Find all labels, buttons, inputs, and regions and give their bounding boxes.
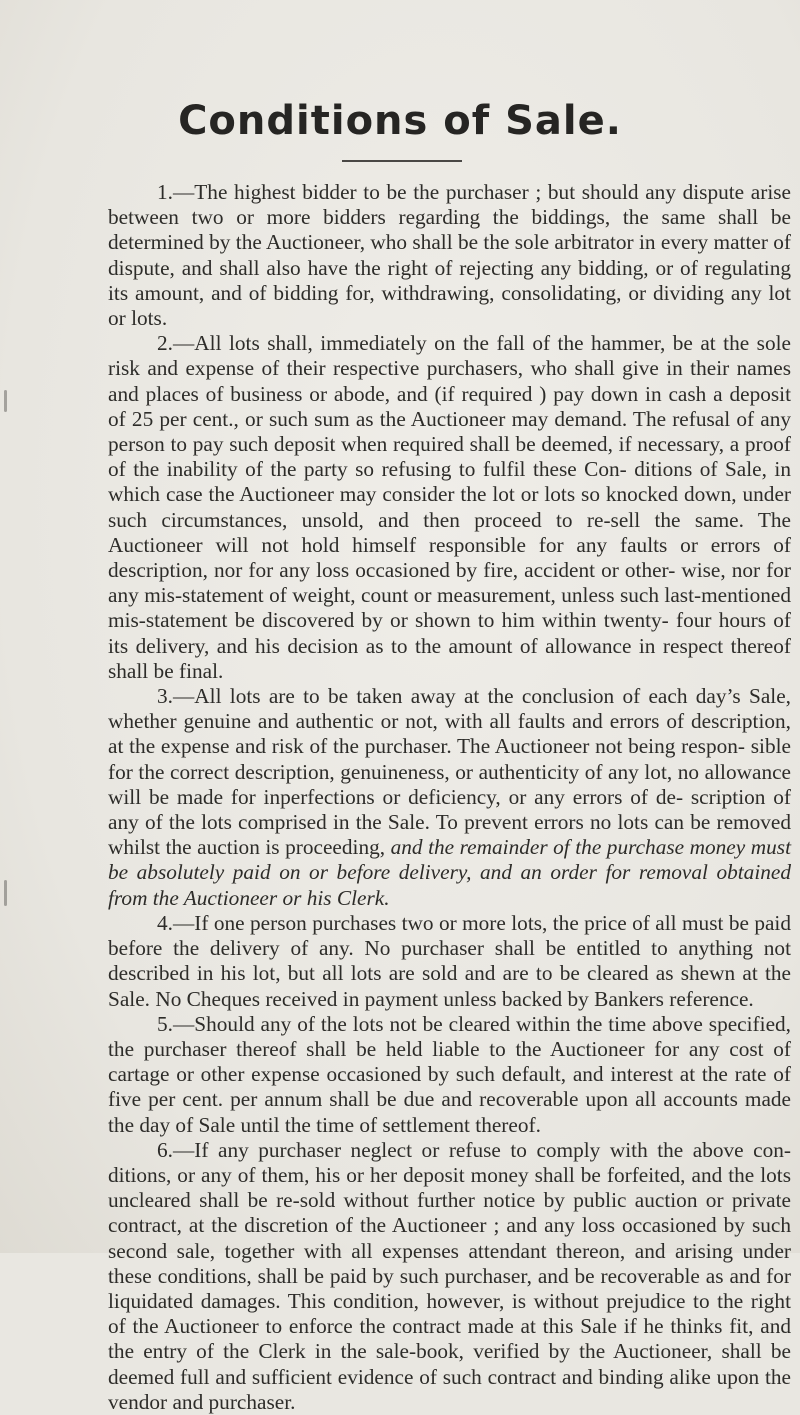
clause-number: 4.— (157, 910, 195, 935)
paper-mark (4, 880, 7, 906)
clause-text: Should any of the lots not be cleared within the time above specified, the purchaser thereof shall be held liable to the Auctioneer for any cost of cartage or other expense occasioned by such default, and interest at the rate of five per cent. per annum shall be due and recoverable upon all accounts made the day of Sale until the time of settlement thereof. (108, 1011, 791, 1137)
clause-number: 5.— (157, 1011, 195, 1036)
clause-italic-text: and the remainder of the purchase money must be absolutely paid on or before delivery, and an order for removal obtained from the Auctioneer or his Clerk. (108, 835, 791, 910)
clause-number: 3.— (157, 684, 195, 709)
clause-1 (108, 180, 791, 331)
clause-number: 2.— (157, 331, 195, 356)
clause-text: If any purchaser neglect or refuse to comply with the above con- ditions, or any of them, his or her deposit money shall be forfeited, and the lots uncleared shall be re-sold without further notice by public auction or private contract, at the discretion of the Auctioneer ; and any loss occasioned by such second sale, together with all expenses attendant thereon, and arising under these conditions, shall be paid by such purchaser, and be recoverable as and for liquidated damages. This condition, however, is without prejudice to the right of the Auctioneer to enforce the contract made at this Sale if he thinks fit, and the entry of the Clerk in the sale-book, verified by the Auctioneer, shall be deemed full and sufficient evidence of such contract and binding alike upon the vendor and purchaser. (108, 1137, 791, 1414)
clause-4 (108, 911, 791, 1012)
page-title: Conditions of Sale. (178, 98, 622, 144)
clause-5 (108, 1012, 791, 1138)
clause-3 (108, 684, 791, 911)
clause-text: All lots shall, immediately on the fall of the hammer, be at the sole risk and expense of their respective purchasers, who shall give in their names and places of business or abode, and (if required ) pay down in cash a deposit of 25 per cent., or such sum as the Auctioneer may demand. The refusal of any person to pay such deposit when required shall be deemed, if necessary, a proof of the inability of the party so refusing to fulfil these Con- ditions of Sale, in which case the Auctioneer may consider the lot or lots so knocked down, under such circumstances, unsold, and then proceed to re-sell the same. The Auctioneer will not hold himself responsible for any faults or errors of description, nor for any loss occasioned by fire, accident or other- wise, nor for any mis-statement of weight, count or measurement, unless such last-mentioned mis-statement be discovered by or shown to him within twenty- four hours of its delivery, and his decision as to the amount of allowance in respect thereof shall be final. (108, 331, 791, 683)
title-underline (342, 160, 462, 162)
clause-text: All lots are to be taken away at the conclusion of each day’s Sale, whether genuine and authentic or not, with all faults and errors of description, at the expense and risk of the purchaser. The Auctioneer not being respon- sible for the correct description, genuineness, or authenticity of any lot, no allowance will be made for inperfections or deficiency, or any errors of de- scription of any of the lots comprised in the Sale. To prevent errors no lots can be removed whilst the auction is proceeding, (108, 684, 791, 860)
clause-number: 1.— (157, 180, 195, 204)
clause-number: 6.— (157, 1137, 195, 1162)
clause-6 (108, 1138, 791, 1415)
clause-text: If one person purchases two or more lots, the price of all must be paid before the delivery of any. No purchaser shall be entitled to anything not described in his lot, but all lots are sold and are to be cleared as shewn at the Sale. No Cheques received in payment unless backed by Bankers reference. (108, 910, 791, 1011)
clause-text: The highest bidder to be the purchaser ; but should any dispute arise between two or more bidders regarding the biddings, the same shall be determined by the Auctioneer, who shall be the sole arbitrator in every matter of dispute, and shall also have the right of rejecting any bidding, or of regulating its amount, and of bidding for, withdrawing, consolidating, or dividing any lot or lots. (108, 180, 791, 331)
clause-2 (108, 331, 791, 684)
paper-mark (4, 390, 7, 412)
conditions-body (108, 180, 791, 1415)
